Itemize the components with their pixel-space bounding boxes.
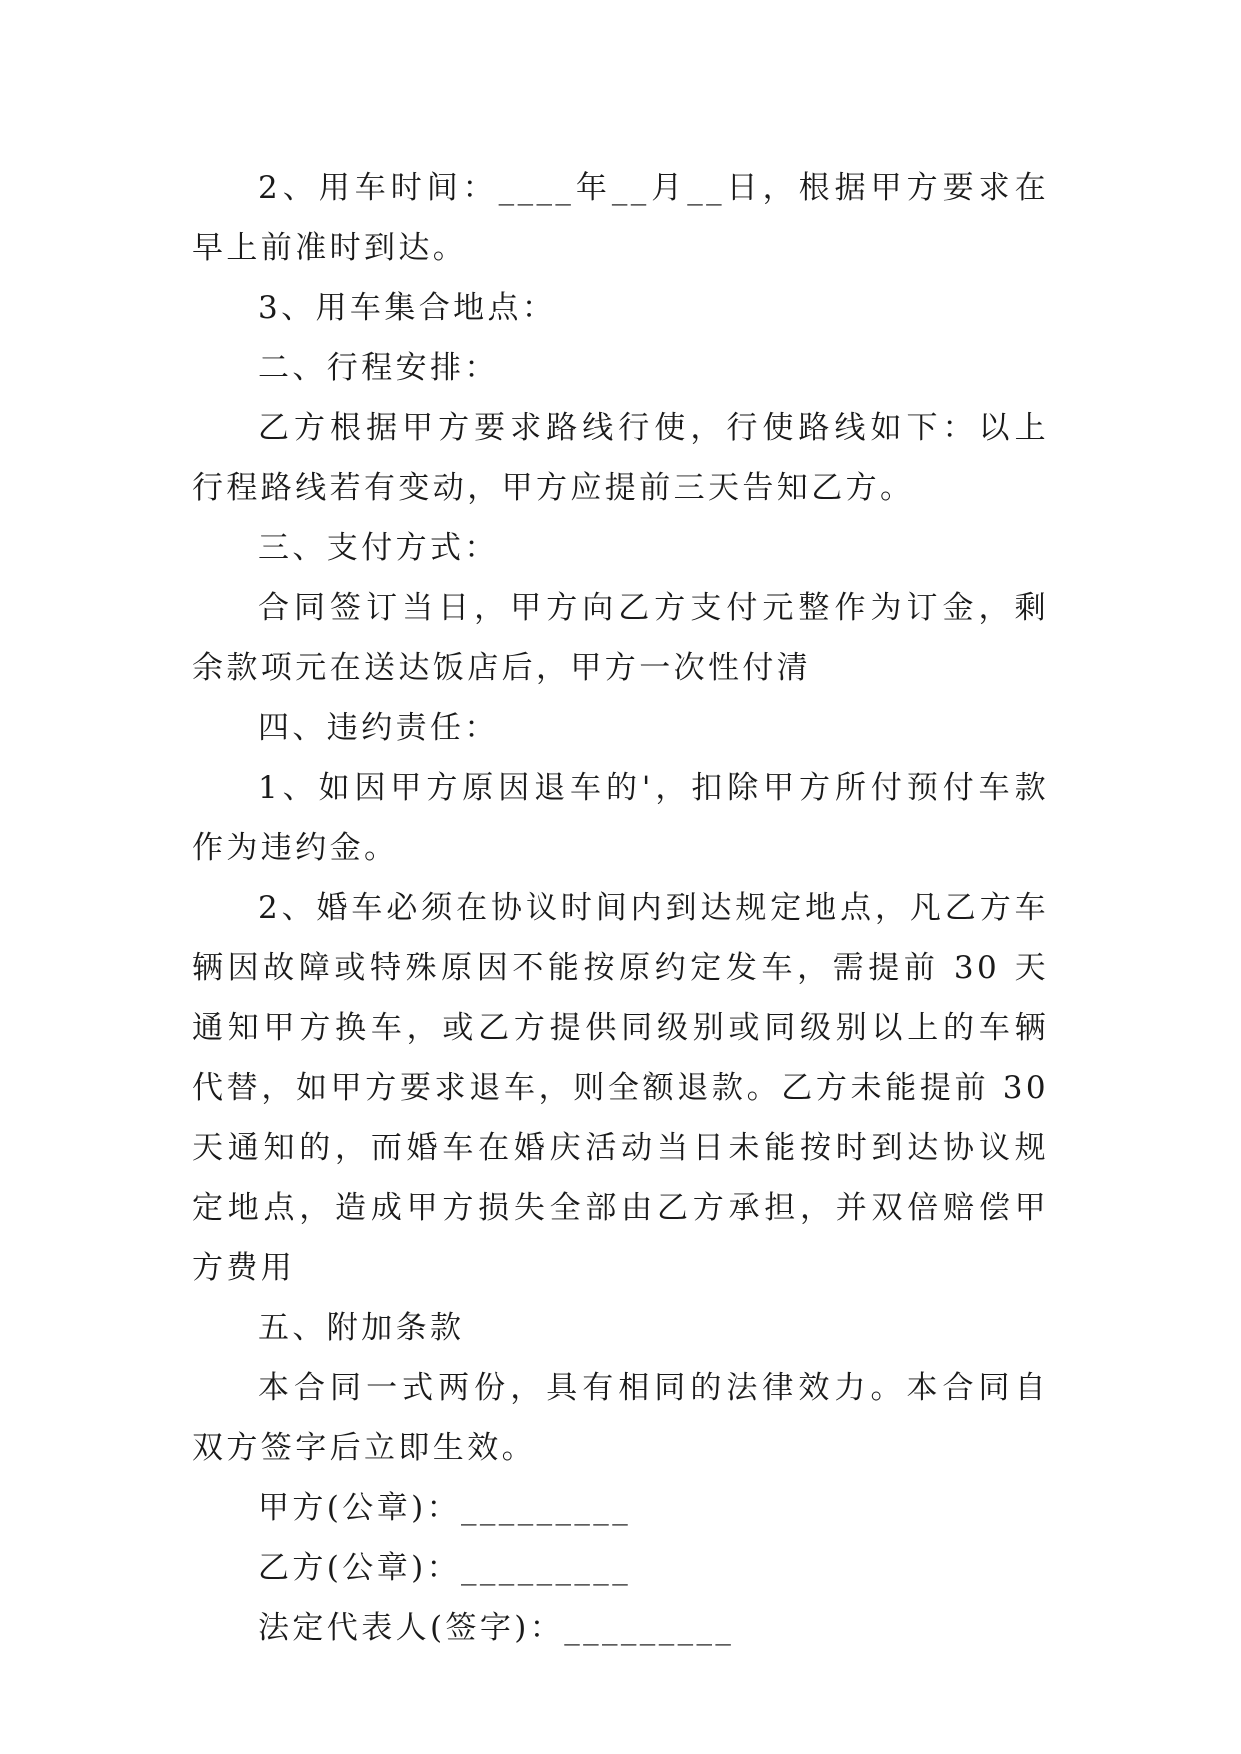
liability-item-2: 2、婚车必须在协议时间内到达规定地点，凡乙方车辆因故障或特殊原因不能按原约定发车，需提前 30 天通知甲方换车，或乙方提供同级别或同级别以上的车辆代替，如甲方要求退车，则全额退款。乙方未能提前 30 天通知的，而婚车在婚庆活动当日未能按时到达协议规定地点，造成甲方损失全部由乙方承担，并双倍赔偿甲方费用: [192, 890, 1063, 1286]
section-body-payment: 合同签订当日，甲方向乙方支付元整作为订金，剩余款项元在送达饭店后，甲方一次性付清: [192, 590, 1049, 686]
section-heading-itinerary: 二、行程安排：: [258, 350, 499, 386]
section-heading-additional: 五、附加条款: [258, 1310, 465, 1346]
legal-rep-signature-line: 法定代表人(签字)：_________: [258, 1610, 735, 1646]
clause-meeting-place: 3、用车集合地点：: [258, 290, 557, 326]
party-b-seal-line: 乙方(公章)：_________: [258, 1550, 632, 1586]
section-body-itinerary: 乙方根据甲方要求路线行使，行使路线如下：以上行程路线若有变动，甲方应提前三天告知乙方。: [192, 410, 1049, 506]
section-heading-payment: 三、支付方式：: [258, 530, 499, 566]
party-a-seal-line: 甲方(公章)：_________: [258, 1490, 632, 1526]
contract-body: [192, 158, 1063, 1658]
section-heading-liability: 四、违约责任：: [258, 710, 499, 746]
clause-use-time: 2、用车时间：____年__月__日，根据甲方要求在早上前准时到达。: [192, 170, 1049, 266]
liability-item-1: 1、如因甲方原因退车的'，扣除甲方所付预付车款作为违约金。: [192, 770, 1049, 866]
section-body-additional: 本合同一式两份，具有相同的法律效力。本合同自双方签字后立即生效。: [192, 1370, 1049, 1466]
